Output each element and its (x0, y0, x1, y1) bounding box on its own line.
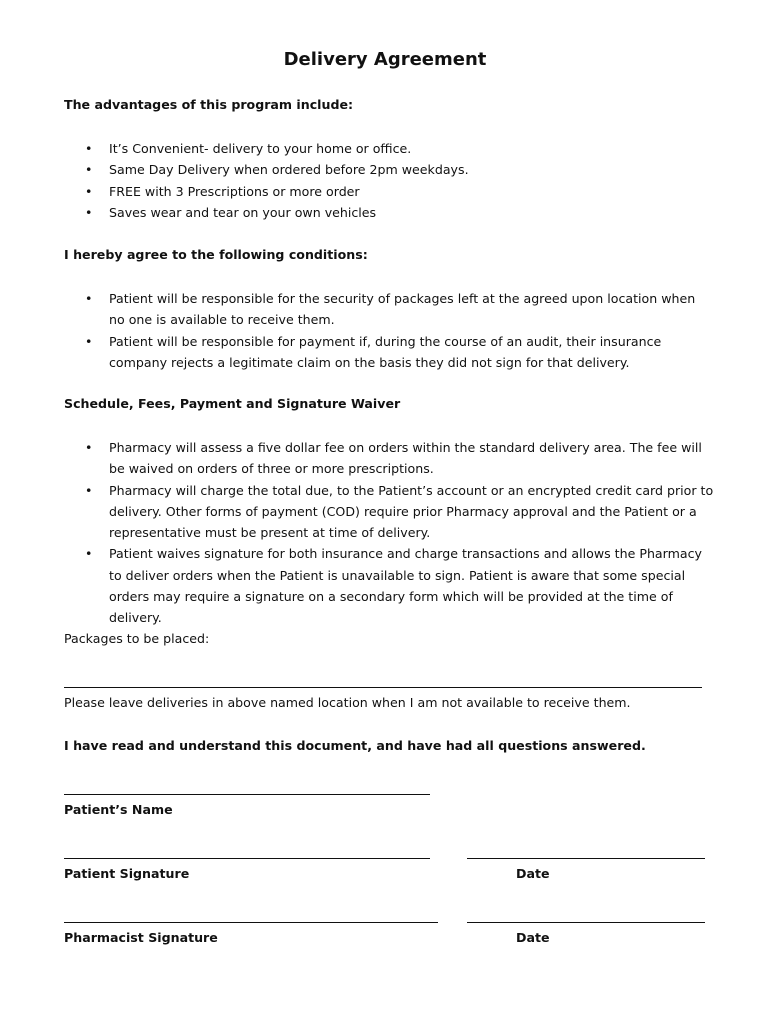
packages-location-line[interactable] (64, 687, 702, 688)
schedule-heading: Schedule, Fees, Payment and Signature Waiver (64, 396, 401, 411)
list-item: • Pharmacy will assess a five dollar fee on orders within the standard delivery area. The fee will be waived on orders of three or more prescriptions. (64, 437, 714, 480)
list-item: • FREE with 3 Prescriptions or more order (64, 181, 714, 202)
list-item: • Patient will be responsible for payment if, during the course of an audit, their insurance company rejects a legitimate claim on the basis they did not sign for that delivery. (64, 331, 714, 374)
pharmacist-signature-label: Pharmacist Signature (64, 930, 218, 945)
packages-label: Packages to be placed: (64, 631, 210, 646)
conditions-list (64, 288, 714, 373)
pharmacist-signature-line[interactable] (64, 922, 438, 923)
list-item: • Patient waives signature for both insurance and charge transactions and allows the Pharmacy to deliver orders when the Patient is unavailable to sign. Patient is aware that some special orders may require a signature on a secondary form which will be provided at the time of delivery. (64, 543, 714, 628)
document-title: Delivery Agreement (283, 49, 487, 70)
pharmacist-date-line[interactable] (467, 922, 705, 923)
list-item: • Pharmacy will charge the total due, to the Patient’s account or an encrypted credit card prior to delivery. Other forms of payment (COD) require prior Pharmacy approval and the Patient or a representative must be present at time of delivery. (64, 480, 714, 544)
list-item: • Same Day Delivery when ordered before 2pm weekdays. (64, 159, 714, 180)
leave-deliveries-text: Please leave deliveries in above named location when I am not available to receive them. (64, 695, 631, 710)
patient-signature-line[interactable] (64, 858, 430, 859)
patient-date-label: Date (516, 866, 550, 881)
acknowledgement-statement: I have read and understand this document, and have had all questions answered. (64, 738, 646, 753)
conditions-heading: I hereby agree to the following conditions: (64, 247, 368, 262)
schedule-list (64, 437, 714, 629)
list-item: • Saves wear and tear on your own vehicles (64, 202, 714, 223)
list-item: • It’s Convenient- delivery to your home or office. (64, 138, 714, 159)
patient-signature-label: Patient Signature (64, 866, 190, 881)
patient-date-line[interactable] (467, 858, 705, 859)
pharmacist-date-label: Date (516, 930, 550, 945)
advantages-list (64, 138, 714, 223)
list-item: • Patient will be responsible for the security of packages left at the agreed upon location when no one is available to receive them. (64, 288, 714, 331)
advantages-heading: The advantages of this program include: (64, 97, 354, 112)
patient-name-label: Patient’s Name (64, 802, 173, 817)
patient-name-line[interactable] (64, 794, 430, 795)
